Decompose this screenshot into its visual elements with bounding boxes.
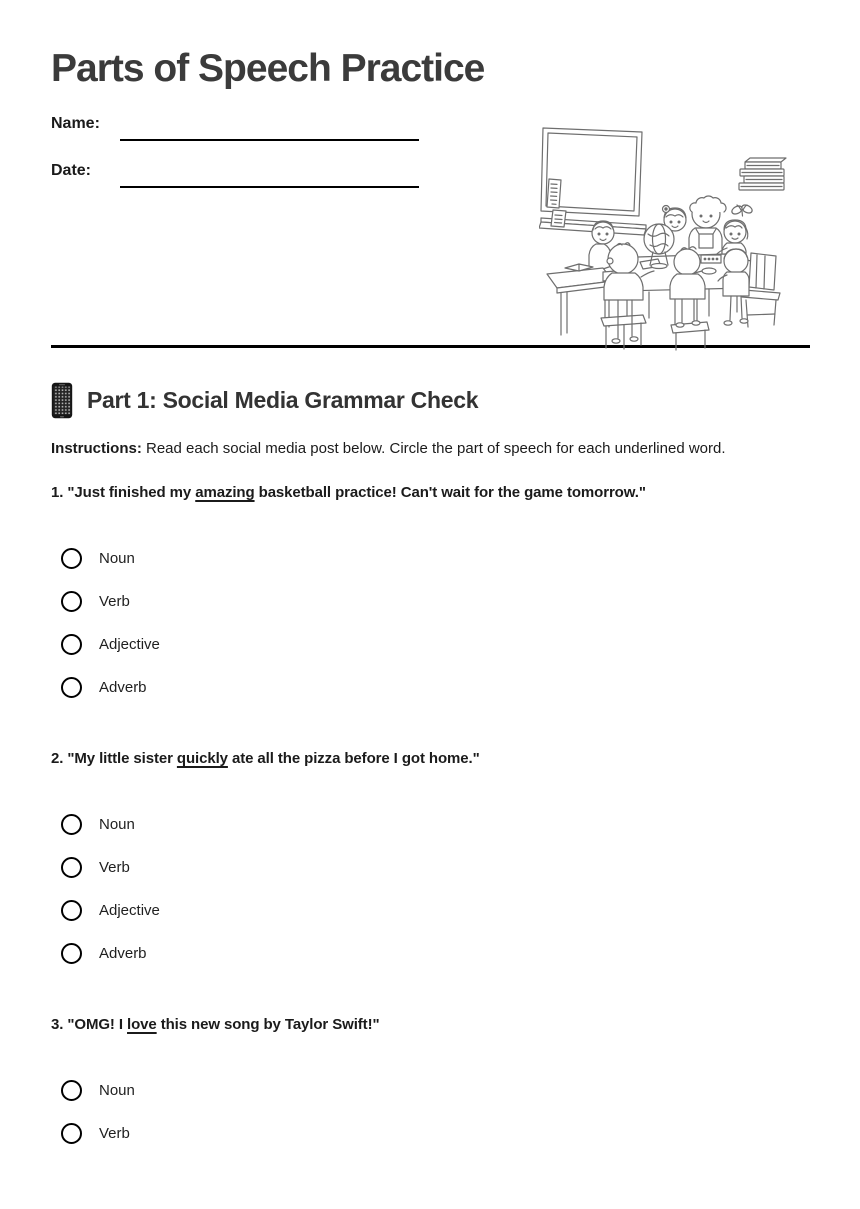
instructions <box>51 440 810 457</box>
question-number: 2. <box>51 750 63 767</box>
option-row-adverb <box>51 932 810 975</box>
question-text-post: basketball practice! Can't wait for the game tomorrow." <box>255 484 646 501</box>
date-blank-line[interactable] <box>120 157 419 188</box>
option-row-verb <box>51 1112 810 1155</box>
radio-button[interactable] <box>61 814 82 835</box>
option-row-verb <box>51 846 810 889</box>
question-text-pre: "My little sister <box>63 750 177 767</box>
option-row-noun <box>51 1069 810 1112</box>
date-label: Date: <box>51 163 120 188</box>
option-label: Adverb <box>99 945 147 962</box>
radio-button[interactable] <box>61 591 82 612</box>
name-field-row <box>51 112 419 141</box>
radio-button[interactable] <box>61 1123 82 1144</box>
option-label: Adjective <box>99 902 160 919</box>
radio-button[interactable] <box>61 677 82 698</box>
option-label: Noun <box>99 816 135 833</box>
classroom-illustration <box>539 122 812 352</box>
question-2-text <box>51 750 810 767</box>
option-row-noun <box>51 537 810 580</box>
option-label: Verb <box>99 1125 130 1142</box>
question-2-options <box>51 803 810 975</box>
radio-button[interactable] <box>61 1080 82 1101</box>
name-label: Name: <box>51 116 120 141</box>
question-text-pre: "Just finished my <box>63 484 195 501</box>
option-label: Adjective <box>99 636 160 653</box>
instructions-label: Instructions: <box>51 440 142 457</box>
page-title: Parts of Speech Practice <box>51 48 810 91</box>
option-row-adjective <box>51 889 810 932</box>
instructions-text: Read each social media post below. Circle the part of speech for each underlined word. <box>142 440 726 457</box>
option-label: Noun <box>99 550 135 567</box>
name-blank-line[interactable] <box>120 110 419 141</box>
question-text-post: this new song by Taylor Swift!" <box>157 1016 380 1033</box>
option-label: Verb <box>99 593 130 610</box>
question-number: 1. <box>51 484 63 501</box>
mobile-phone-icon <box>51 382 73 419</box>
question-1-text <box>51 484 810 501</box>
date-field-row <box>51 159 419 188</box>
underlined-word: amazing <box>195 484 254 501</box>
question-3-text <box>51 1016 810 1033</box>
option-row-adjective <box>51 623 810 666</box>
question-1-options <box>51 537 810 709</box>
radio-button[interactable] <box>61 943 82 964</box>
question-text-post: ate all the pizza before I got home." <box>228 750 480 767</box>
part1-heading: Part 1: Social Media Grammar Check <box>87 387 478 414</box>
underlined-word: quickly <box>177 750 228 767</box>
part1-heading-row <box>51 382 810 419</box>
radio-button[interactable] <box>61 548 82 569</box>
option-label: Noun <box>99 1082 135 1099</box>
question-text-pre: "OMG! I <box>63 1016 127 1033</box>
option-label: Adverb <box>99 679 147 696</box>
radio-button[interactable] <box>61 900 82 921</box>
radio-button[interactable] <box>61 857 82 878</box>
underlined-word: love <box>127 1016 157 1033</box>
radio-button[interactable] <box>61 634 82 655</box>
option-label: Verb <box>99 859 130 876</box>
option-row-verb <box>51 580 810 623</box>
question-3-options <box>51 1069 810 1155</box>
option-row-noun <box>51 803 810 846</box>
question-number: 3. <box>51 1016 63 1033</box>
option-row-adverb <box>51 666 810 709</box>
